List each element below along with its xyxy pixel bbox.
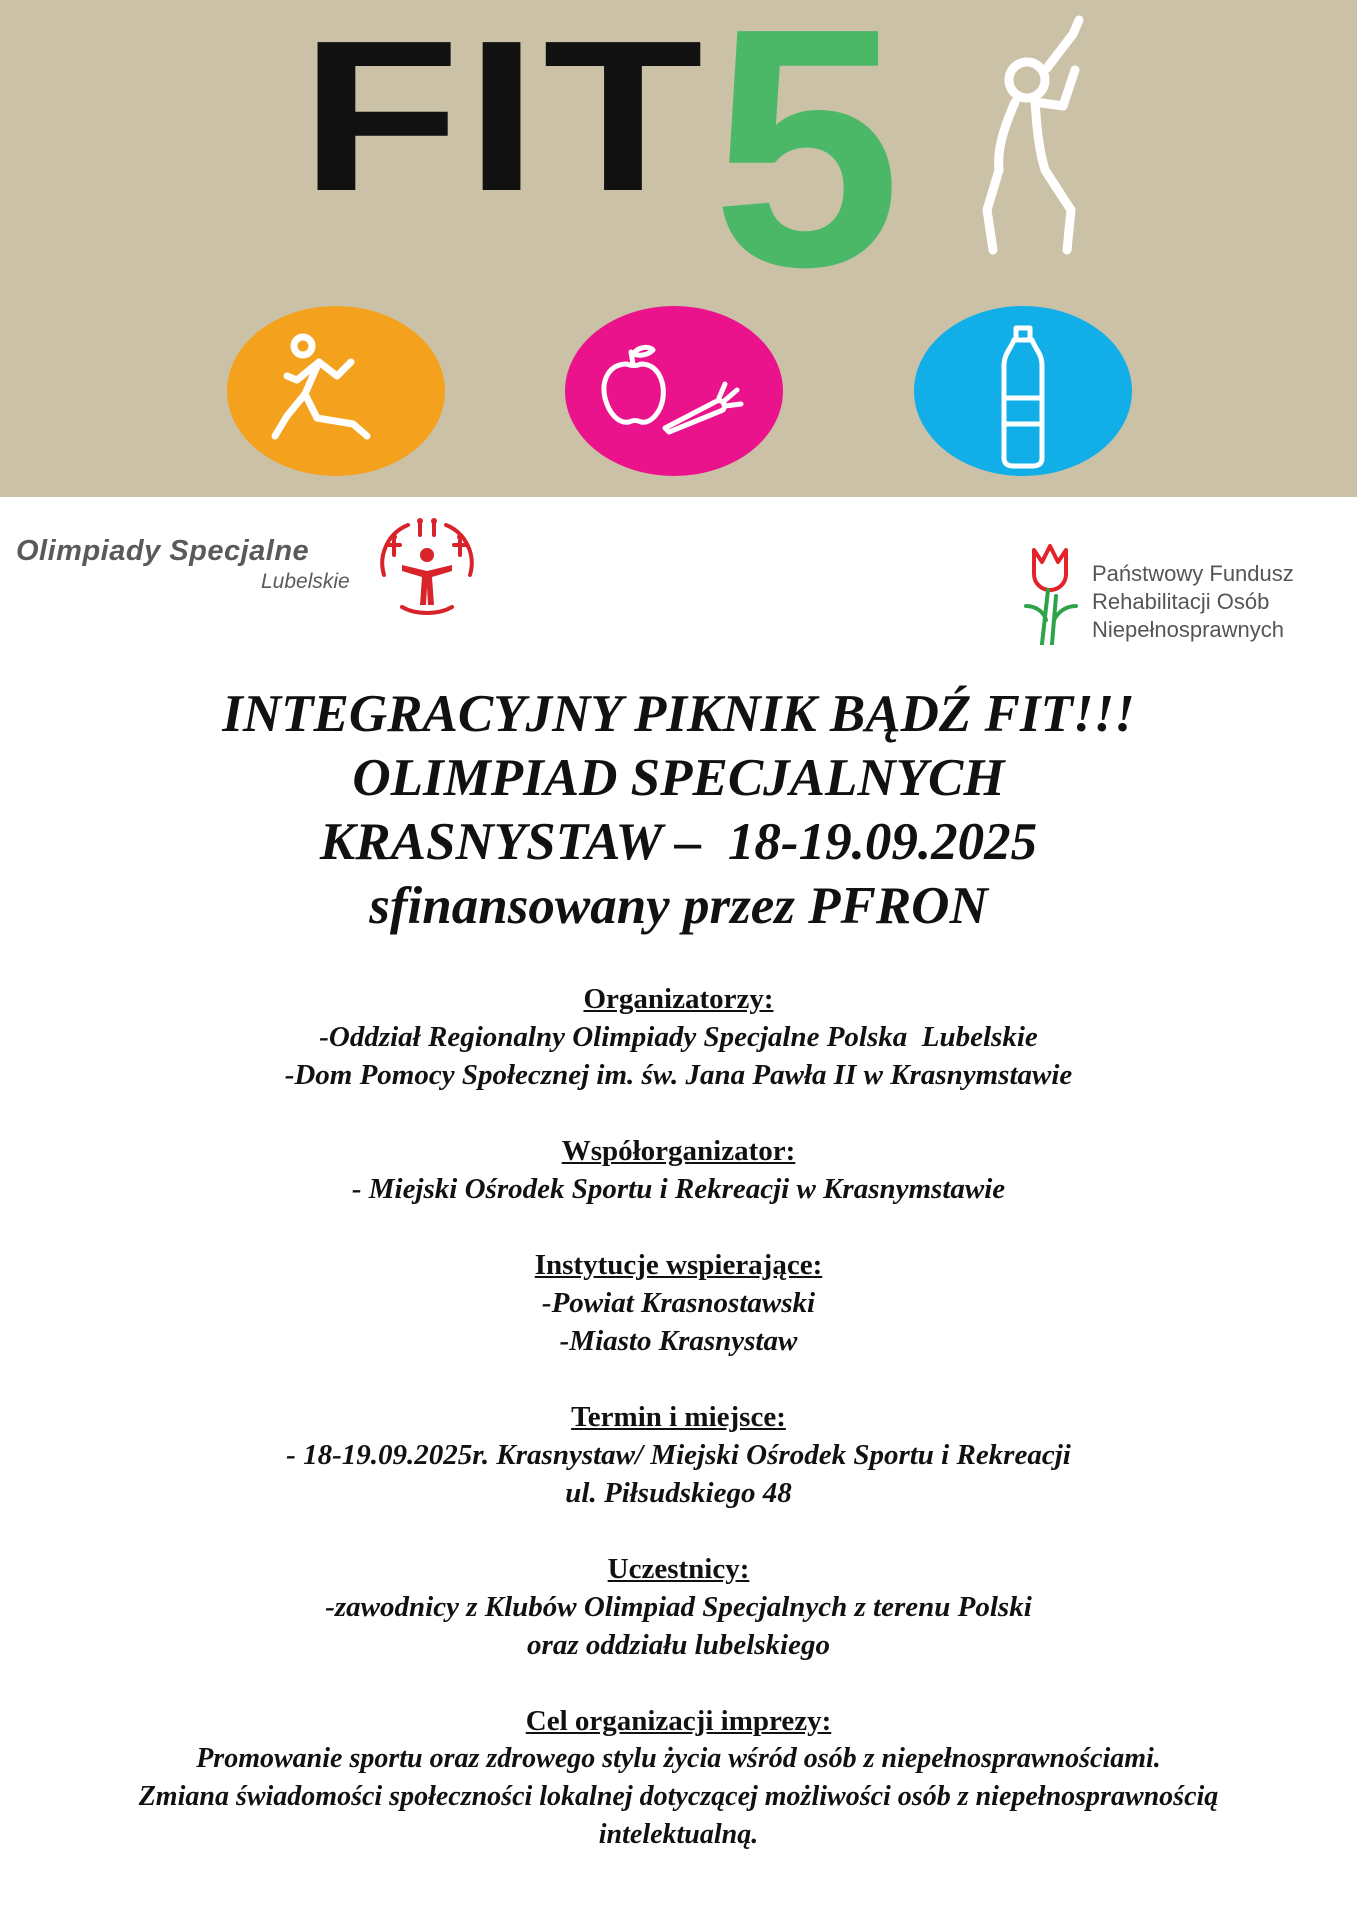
section-heading: Współorganizator: [561,1135,796,1167]
fit5-banner [0,0,1357,497]
pfron-logo [1020,540,1340,650]
running-person-icon [227,306,445,476]
co-organizer-section [0,1132,1357,1208]
section-line: - Miejski Ośrodek Sportu i Rekreacji w Krasnymstawie [351,1173,1006,1205]
organizers-section [0,980,1357,1094]
water-bottle-icon [914,306,1132,476]
nutrition-circle [565,306,783,476]
running-circle [227,306,445,476]
supporting-institutions-section [0,1246,1357,1360]
section-line: - 18-19.09.2025r. Krasnystaw/ Miejski Ośrodek Sportu i Rekreacji [286,1439,1071,1471]
section-line: -Oddział Regionalny Olimpiady Specjalne Polska Lubelskie [319,1021,1038,1053]
section-line: -Miasto Krasnystaw [559,1325,798,1357]
section-line: Zmiana świadomości społeczności lokalnej dotyczącej możliwości osób z niepełnosprawnością [138,1781,1219,1812]
title-line: INTEGRACYJNY PIKNIK BĄDŹ FIT!!! [222,685,1135,743]
goal-section [0,1702,1357,1854]
event-title [0,682,1357,938]
title-line: KRASNYSTAW – 18-19.09.2025 [319,813,1038,871]
section-heading: Uczestnicy: [607,1553,750,1585]
special-olympics-logo [16,515,476,615]
hydration-circle [914,306,1132,476]
olympics-region: Lubelskie [261,570,350,593]
stretching-person-icon [975,10,1115,265]
section-line: -zawodnicy z Klubów Olimpiad Specjalnych z terenu Polski [325,1591,1032,1623]
section-heading: Organizatorzy: [583,983,774,1015]
fit-logo-number: 5 [712,0,902,338]
title-line: OLIMPIAD SPECJALNYCH [352,749,1005,807]
participants-section [0,1550,1357,1664]
section-line: intelektualną. [598,1819,759,1850]
tulip-icon [1020,540,1080,645]
title-line: sfinansowany przez PFRON [369,877,988,935]
olympics-name: Olimpiady Specjalne [16,535,310,567]
section-heading: Instytucje wspierające: [534,1249,823,1281]
fit-logo-text: FIT [300,0,708,236]
pfron-name-line: Niepełnosprawnych [1092,617,1284,642]
pfron-name-line: Państwowy Fundusz [1092,561,1294,586]
section-line: oraz oddziału lubelskiego [527,1629,830,1661]
section-line: -Dom Pomocy Społecznej im. św. Jana Pawła II w Krasnymstawie [284,1059,1073,1091]
date-place-section [0,1398,1357,1512]
section-line: Promowanie sportu oraz zdrowego stylu życia wśród osób z niepełnosprawnościami. [196,1743,1161,1774]
apple-carrot-icon [565,306,783,476]
section-line: -Powiat Krasnostawski [541,1287,816,1319]
section-line: ul. Piłsudskiego 48 [565,1477,792,1509]
section-heading: Termin i miejsce: [571,1401,786,1433]
event-details [0,980,1357,1892]
section-heading: Cel organizacji imprezy: [525,1705,832,1737]
pfron-name-line: Rehabilitacji Osób [1092,589,1270,614]
special-olympics-emblem-icon [372,515,482,615]
